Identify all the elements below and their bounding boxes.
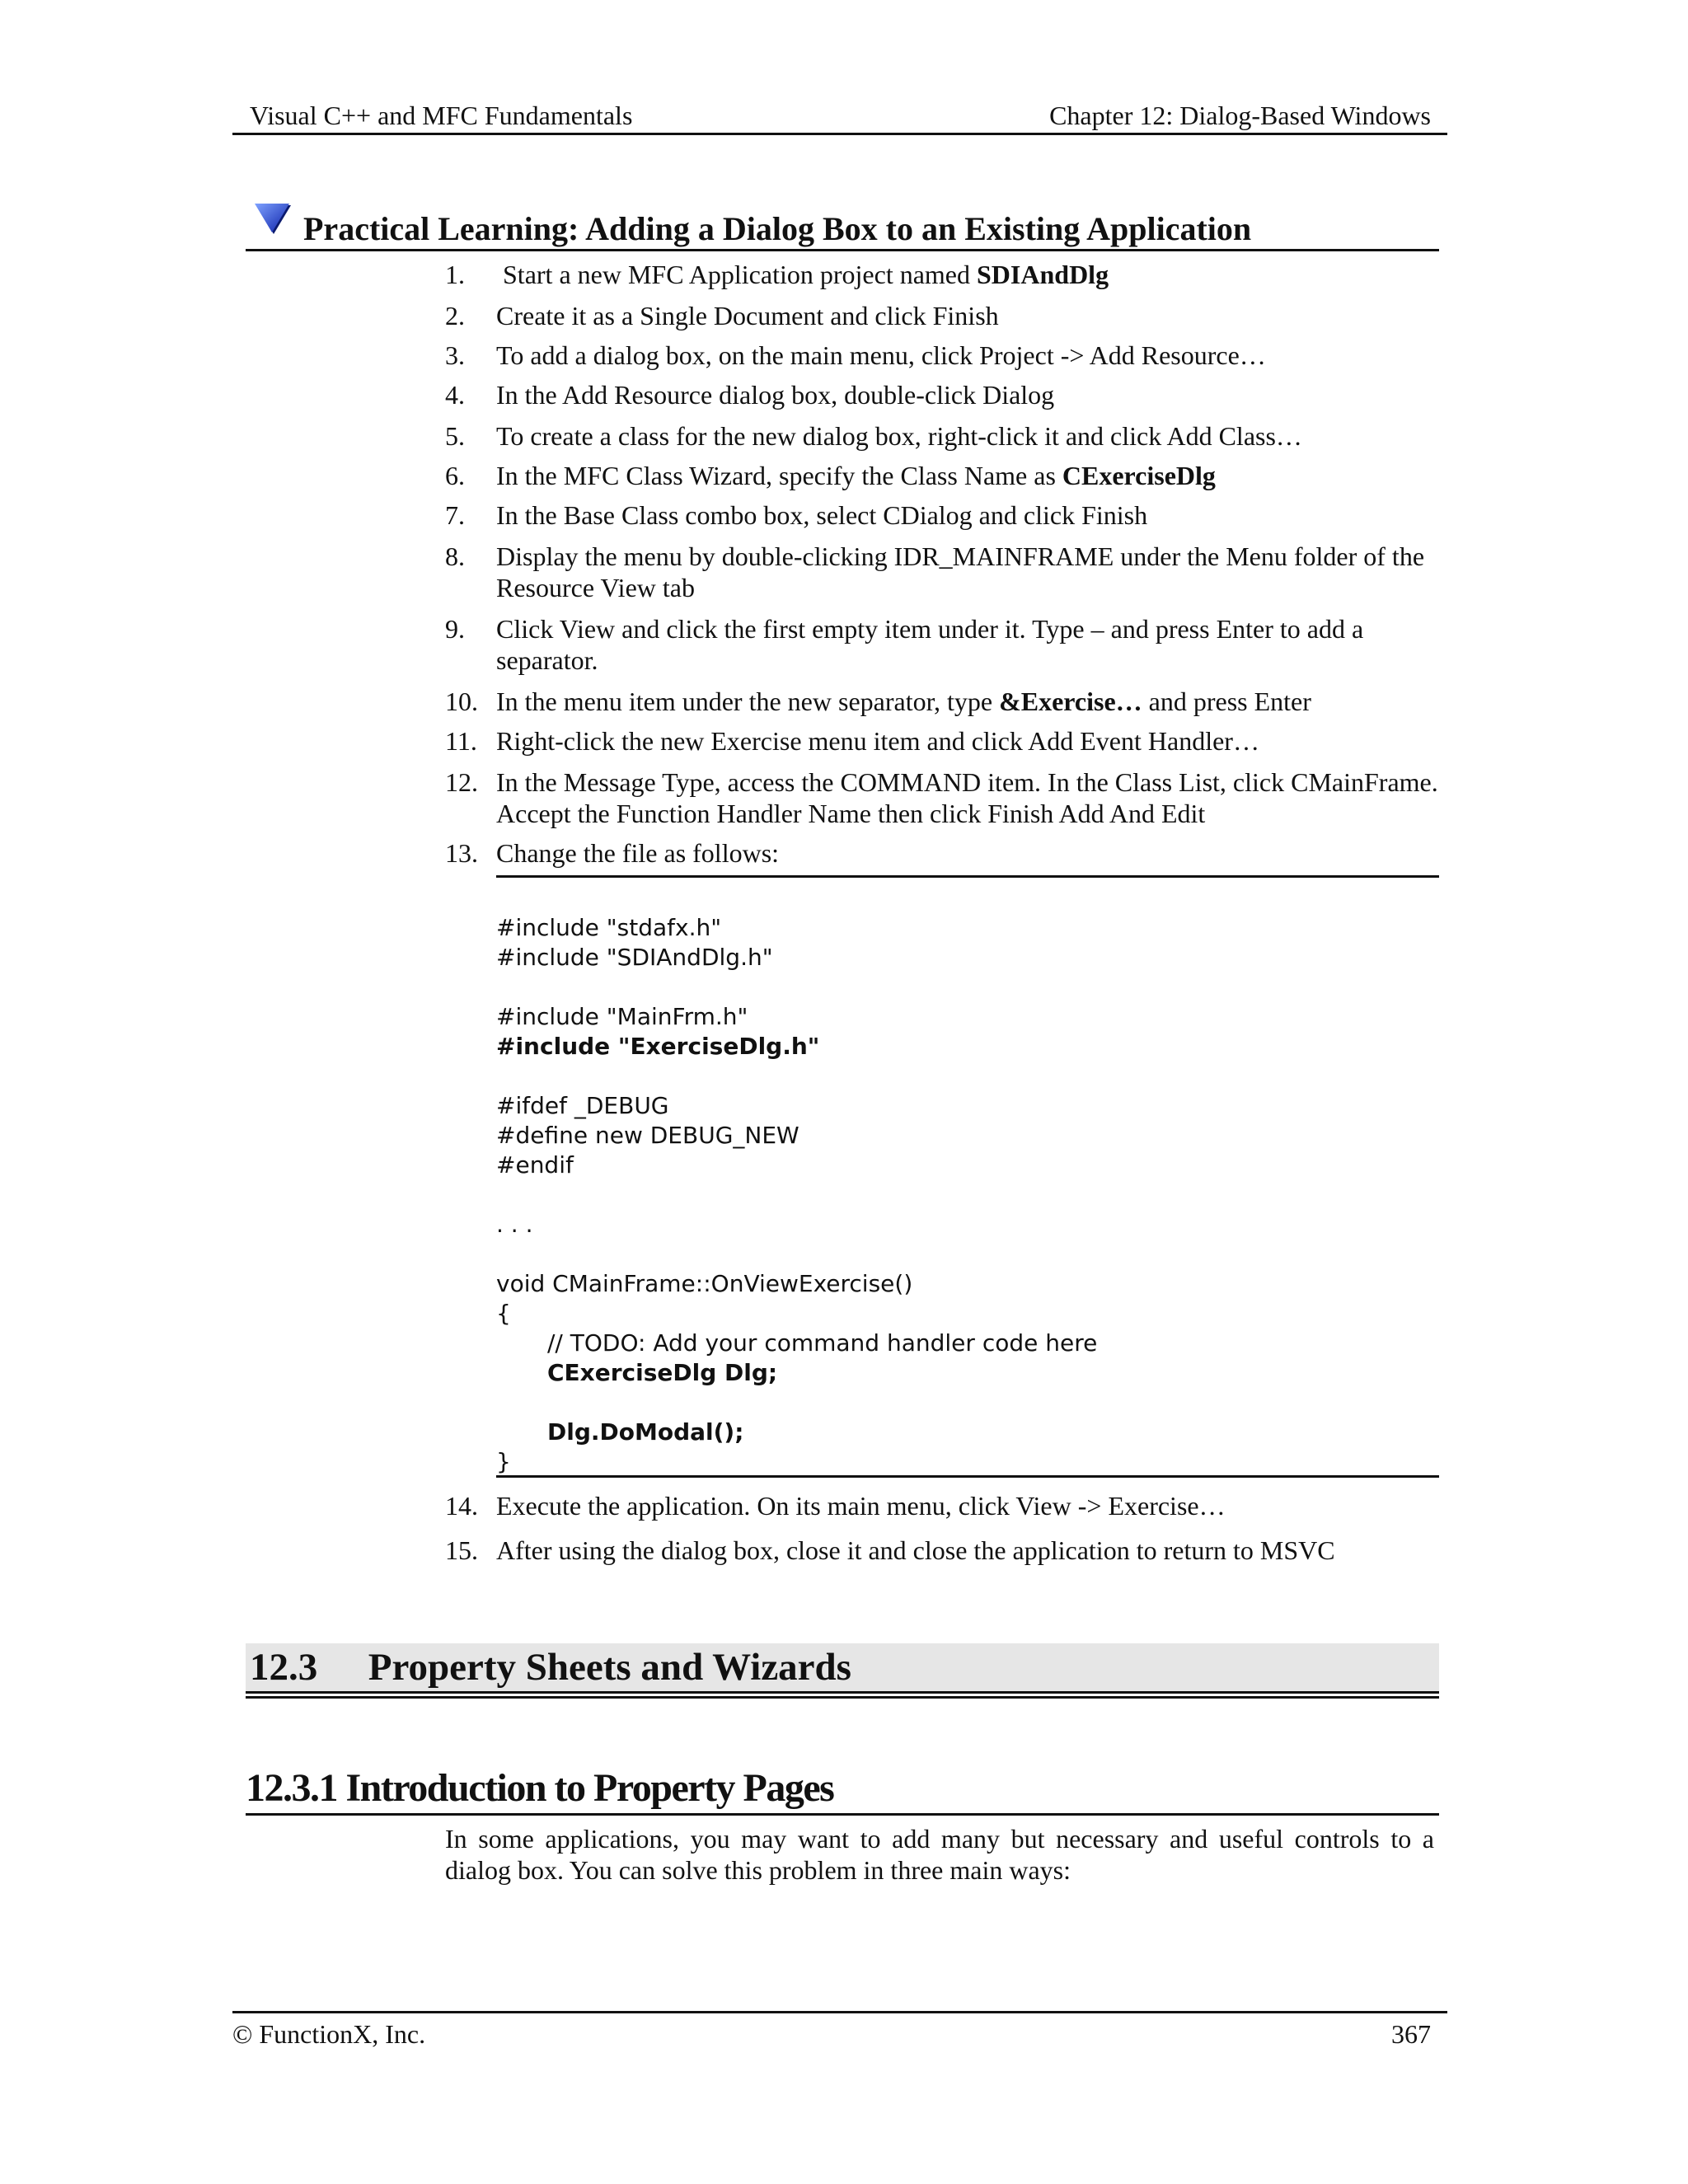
step-number: 15.	[445, 1535, 478, 1565]
step-text: In the menu item under the new separator, type	[496, 687, 1000, 716]
header-book-title: Visual C++ and MFC Fundamentals	[250, 101, 633, 130]
header-chapter-title: Chapter 12: Dialog-Based Windows	[1049, 101, 1431, 130]
code-top-rule	[496, 875, 1439, 878]
footer-copyright: © FunctionX, Inc.	[232, 2019, 426, 2049]
step-text: Create it as a Single Document and click Finish	[496, 301, 999, 330]
section-number: 12.3	[250, 1646, 318, 1689]
code-line: #define new DEBUG_NEW	[496, 1122, 799, 1149]
step-number: 8.	[445, 541, 465, 571]
code-line: #include "SDIAndDlg.h"	[496, 944, 773, 971]
step-text: To create a class for the new dialog box, right-click it and click Add Class…	[496, 421, 1302, 451]
section-title: Property Sheets and Wizards	[368, 1646, 851, 1689]
triangle-down-icon	[252, 203, 293, 237]
step-text: After using the dialog box, close it and close the application to return to MSVC	[496, 1535, 1335, 1565]
step-text: Click View and click the first empty item under it. Type – and press Enter to add a separator.	[496, 614, 1364, 675]
code-line: // TODO: Add your command handler code here	[547, 1329, 1098, 1357]
step-number: 13.	[445, 838, 478, 868]
subsection-heading: 12.3.1 Introduction to Property Pages	[246, 1766, 834, 1810]
code-line: void CMainFrame::OnViewExercise()	[496, 1270, 913, 1297]
footer-rule	[232, 2011, 1447, 2013]
code-line: #include "MainFrm.h"	[496, 1003, 748, 1030]
step-bold-text: &Exercise…	[999, 687, 1142, 716]
section-rule-bottom	[246, 1696, 1439, 1699]
step-number: 10.	[445, 687, 478, 716]
body-paragraph: In some applications, you may want to add many but necessary and useful controls to a dialog box. You can solve this problem in three main ways:	[445, 1824, 1434, 1885]
step-number: 2.	[445, 301, 465, 330]
code-line-bold: Dlg.DoModal();	[547, 1418, 744, 1446]
step-number: 11.	[445, 726, 477, 756]
step-text: In the Message Type, access the COMMAND item. In the Class List, click CMainFrame. Accept the Function Handler Name then click Finish Add And Edit	[496, 767, 1438, 828]
header-rule	[232, 133, 1447, 135]
page-number: 367	[1391, 2019, 1431, 2049]
step-bold-text: CExerciseDlg	[1062, 461, 1216, 490]
code-line-bold: #include "ExerciseDlg.h"	[496, 1033, 820, 1060]
step-text: In the MFC Class Wizard, specify the Class Name as	[496, 461, 1062, 490]
code-line: }	[496, 1448, 511, 1475]
code-bottom-rule	[496, 1475, 1439, 1478]
step-number: 1.	[445, 260, 465, 289]
code-line: #endif	[496, 1151, 574, 1179]
step-text: To add a dialog box, on the main menu, click Project -> Add Resource…	[496, 340, 1266, 370]
section-rule-top	[246, 1691, 1439, 1694]
step-number: 9.	[445, 614, 465, 644]
step-text: Start a new MFC Application project named	[503, 260, 977, 289]
step-text: In the Base Class combo box, select CDialog and click Finish	[496, 500, 1148, 530]
step-text: In the Add Resource dialog box, double-click Dialog	[496, 380, 1055, 410]
step-number: 3.	[445, 340, 465, 370]
practical-learning-title: Practical Learning: Adding a Dialog Box to an Existing Application	[303, 210, 1252, 247]
step-text: Right-click the new Exercise menu item and click Add Event Handler…	[496, 726, 1259, 756]
code-line-bold: CExerciseDlg Dlg;	[547, 1359, 778, 1386]
step-number: 7.	[445, 500, 465, 530]
step-number: 12.	[445, 767, 478, 797]
section-heading	[250, 1643, 851, 1691]
step-number: 14.	[445, 1491, 478, 1521]
subsection-rule	[246, 1813, 1439, 1816]
step-bold-text: SDIAndDlg	[977, 260, 1109, 289]
step-text-tail: and press Enter	[1142, 687, 1311, 716]
code-line: #include "stdafx.h"	[496, 914, 722, 941]
step-number: 4.	[445, 380, 465, 410]
practical-title-rule	[246, 249, 1439, 251]
code-line: #ifdef _DEBUG	[496, 1092, 669, 1119]
step-text: Display the menu by double-clicking IDR_MAINFRAME under the Menu folder of the Resource View tab	[496, 541, 1425, 602]
step-number: 5.	[445, 421, 465, 451]
code-line: {	[496, 1300, 511, 1327]
code-line: . . .	[496, 1211, 533, 1238]
step-text: Execute the application. On its main menu, click View -> Exercise…	[496, 1491, 1226, 1521]
step-number: 6.	[445, 461, 465, 490]
step-text: Change the file as follows:	[496, 838, 780, 868]
